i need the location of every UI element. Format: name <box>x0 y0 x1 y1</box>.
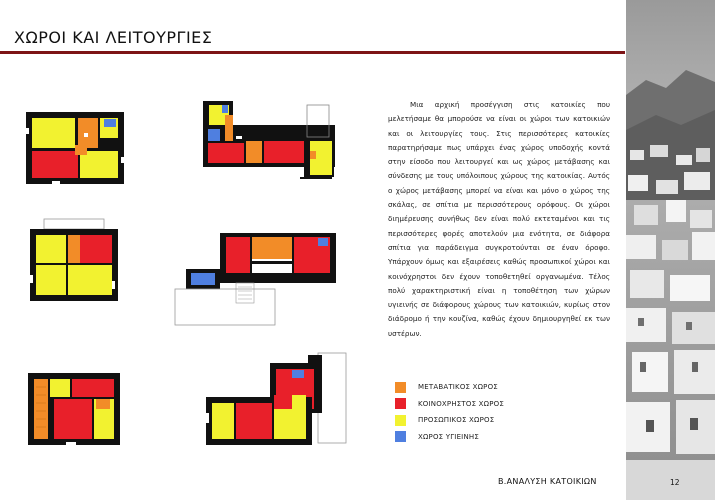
floor-plan-6 <box>206 353 346 445</box>
floor-plan-4 <box>175 233 336 325</box>
legend-item-common <box>395 396 504 412</box>
body-paragraph: Μια αρχική προσέγγιση στις κατοικίες που μελετήσαμε θα μπορούσε να είναι οι χώροι των κατοικιών και οι λειτουργίες τους. Στις περισσότερες κατοικίες παρατηρήσαμε πως υπάρχει ένας χώρος υποδοχής κοντά στην είσοδο που λειτουργεί και ως χώρος μετάβασης και σύνδεσης με τους υπόλοιπους χώρους της κατοικίας. Αυτός ο χώρος μετάβασης μπορεί να είναι και μόνο ο χώρος της σκάλας, σε σπίτια με περισσότερους ορόφους. Οι χώροι διημέρευσης συνήθως δεν είναι πολύ εκτεταμένοι και τις περισσότερες φορές αποτελούν μια ενότητα, σε διάφορα σπίτια για παράδειγμα συγκροτούνται σε έναν όροφο. Υπάρχουν όμως και εξαιρέσεις καθώς προσωπικοί χώροι και κοινόχρηστοι δεν έχουν τοποθετηθεί οργανωμένα. Τέλος πολύ χαρακτηριστική είναι η τοποθέτηση των χώρων υγιεινής σε διάφορους χώρους των κατοικιών, κυρίως στον διάδρομο ή την κουζίνα, καθώς έχουν δημιουργηθεί εκ των υστέρων. <box>388 100 610 338</box>
title-divider <box>0 51 625 54</box>
legend-label: ΠΡΟΣΩΠΙΚΟΣ ΧΩΡΟΣ <box>418 416 495 424</box>
legend-label: ΚΟΙΝΟΧΡΗΣΤΟΣ ΧΩΡΟΣ <box>418 399 504 408</box>
footer-section-label: Β.ΑΝΑΛΥΣΗ ΚΑΤΟΙΚΙΩΝ <box>498 477 597 486</box>
floor-plans <box>0 95 370 465</box>
floor-plan-1 <box>26 112 124 184</box>
legend-label: ΜΕΤΑΒΑΤΙΚΟΣ ΧΩΡΟΣ <box>418 383 498 391</box>
legend-item-hygiene <box>395 429 504 445</box>
legend-item-transitional <box>395 379 504 395</box>
floor-plan-2 <box>203 101 335 179</box>
legend-swatch <box>395 382 406 393</box>
legend-swatch <box>395 415 406 426</box>
page-number: 12 <box>670 478 680 487</box>
village-photo <box>626 0 715 500</box>
legend-label: ΧΩΡΟΣ ΥΓΙΕΙΝΗΣ <box>418 432 479 441</box>
legend-swatch <box>395 431 406 442</box>
legend-swatch <box>395 398 406 409</box>
floor-plan-3 <box>30 219 118 301</box>
floor-plan-5 <box>28 373 120 445</box>
legend-item-personal <box>395 412 504 428</box>
color-legend <box>395 379 504 445</box>
page-title: ΧΩΡΟΙ ΚΑΙ ΛΕΙΤΟΥΡΓΙΕΣ <box>14 28 213 47</box>
